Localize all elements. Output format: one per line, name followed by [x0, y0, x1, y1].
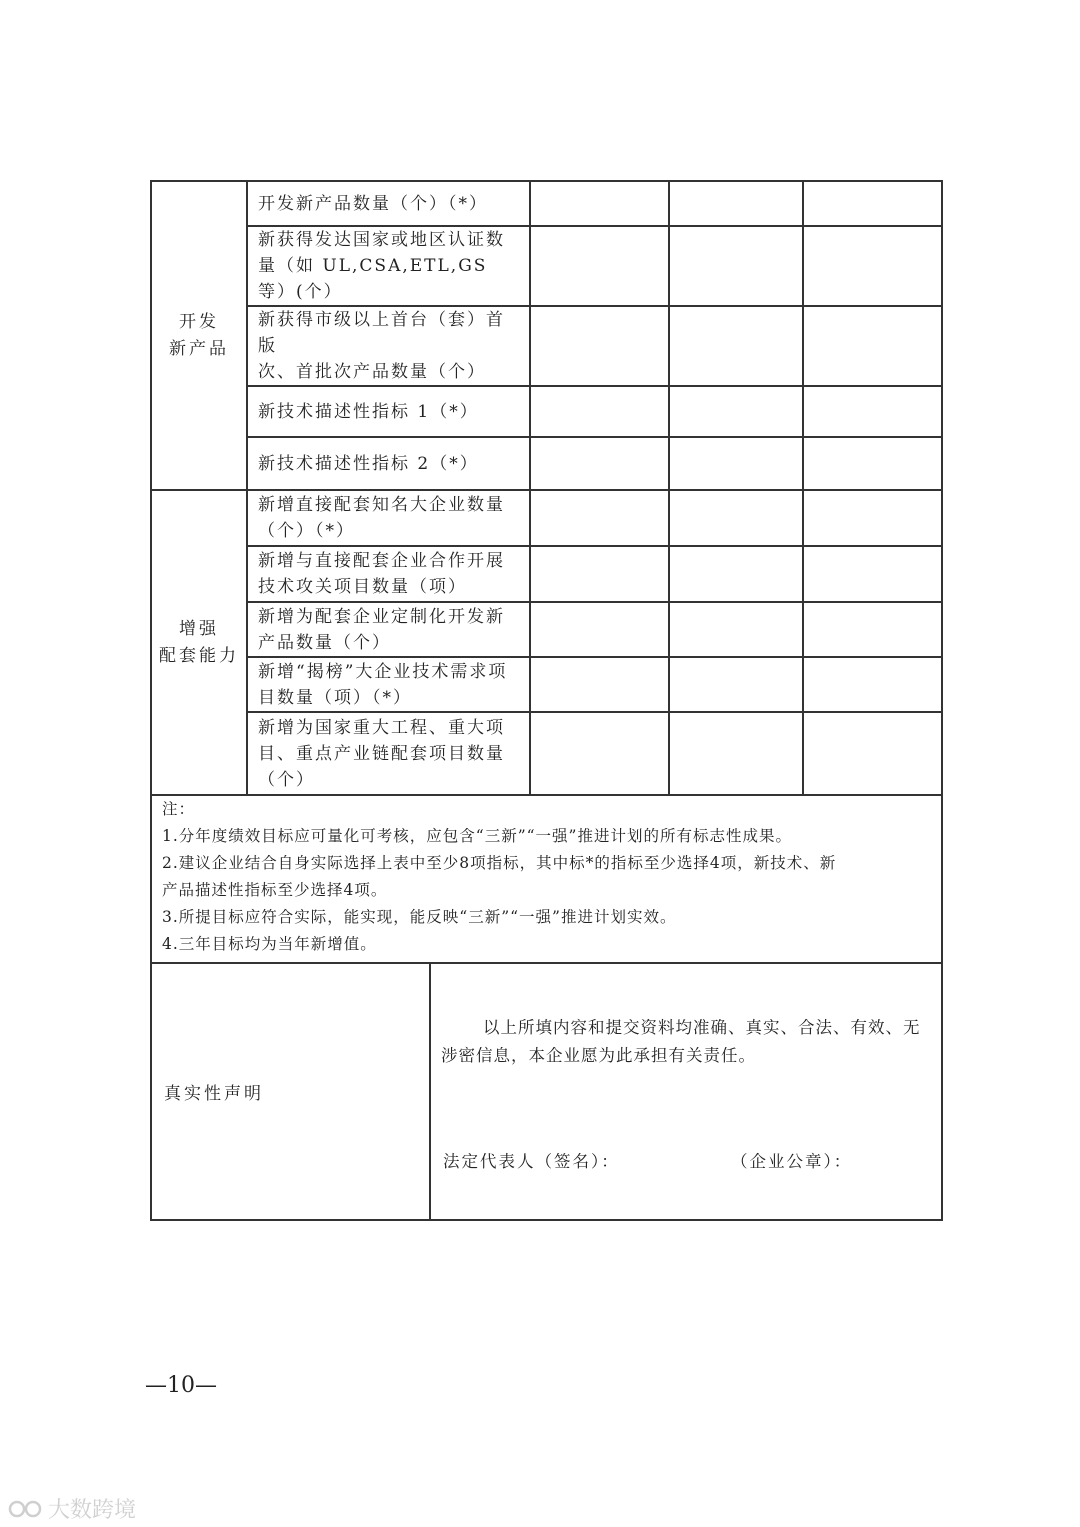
value-cell[interactable]	[669, 712, 803, 795]
value-cell[interactable]	[669, 306, 803, 386]
company-seal: （企业公章）：	[731, 1152, 853, 1171]
value-cell[interactable]	[530, 386, 669, 437]
indicator-cell	[247, 490, 530, 546]
indicator-label-line: 新增直接配套知名大企业数量	[258, 495, 505, 515]
note-line: 产品描述性指标至少选择4项。	[162, 881, 388, 899]
value-cell[interactable]	[669, 386, 803, 437]
indicator-row	[151, 226, 942, 306]
indicator-label-line: 新技术描述性指标 2（*）	[258, 453, 479, 474]
indicator-cell	[247, 437, 530, 490]
note-line: 2.建议企业结合自身实际选择上表中至少8项指标，其中标*的指标至少选择4项，新技术、新	[162, 854, 837, 872]
value-cell[interactable]	[803, 657, 942, 712]
indicator-label-line: 开发新产品数量（个）（*）	[258, 193, 488, 214]
category-cell	[151, 181, 247, 490]
value-cell[interactable]	[669, 602, 803, 657]
value-cell[interactable]	[803, 306, 942, 386]
category-label-line: 新产品	[169, 338, 229, 359]
category-label-line: 配套能力	[159, 645, 239, 666]
value-cell[interactable]	[530, 226, 669, 306]
value-cell[interactable]	[803, 181, 942, 226]
indicator-row	[151, 712, 942, 795]
indicator-label-line: 量（如 UL,CSA,ETL,GS 等）(个）	[258, 256, 488, 302]
notes-row	[151, 795, 942, 963]
indicator-label-line: 新增“揭榜”大企业技术需求项	[258, 661, 508, 682]
indicator-cell	[247, 546, 530, 602]
indicator-cell	[247, 181, 530, 226]
watermark-text: 大数跨境	[48, 1498, 137, 1523]
value-cell[interactable]	[530, 490, 669, 546]
indicator-row	[151, 437, 942, 490]
indicator-row	[151, 657, 942, 712]
value-cell[interactable]	[530, 437, 669, 490]
note-line: 1.分年度绩效目标应可量化可考核，应包含“三新”“一强”推进计划的所有标志性成果。	[162, 827, 792, 845]
value-cell[interactable]	[803, 712, 942, 795]
indicator-cell	[247, 386, 530, 437]
note-line: 3.所提目标应符合实际，能实现，能反映“三新”“一强”推进计划实效。	[162, 908, 677, 926]
value-cell[interactable]	[669, 181, 803, 226]
indicator-table	[150, 180, 943, 1221]
value-cell[interactable]	[803, 226, 942, 306]
category-cell	[151, 490, 247, 795]
indicator-label-line: 新技术描述性指标 1（*）	[258, 401, 479, 422]
value-cell[interactable]	[803, 437, 942, 490]
legal-representative-signature: 法定代表人（签名）：	[443, 1152, 620, 1171]
indicator-label-line: 次、首批次产品数量（个）	[258, 362, 486, 382]
watermark	[8, 1493, 136, 1524]
indicator-cell	[247, 657, 530, 712]
indicator-label-line: （个）	[258, 769, 315, 790]
indicator-cell	[247, 306, 530, 386]
notes-cell	[151, 795, 942, 963]
value-cell[interactable]	[803, 546, 942, 602]
category-label-line: 增强	[179, 618, 219, 639]
value-cell[interactable]	[669, 657, 803, 712]
indicator-row	[151, 602, 942, 657]
value-cell[interactable]	[669, 437, 803, 490]
indicator-label-line: 新增为配套企业定制化开发新	[258, 606, 505, 627]
indicator-label-line: 技术攻关项目数量（项）	[258, 577, 467, 597]
indicator-label-line: 新获得发达国家或地区认证数	[258, 230, 505, 250]
value-cell[interactable]	[803, 490, 942, 546]
indicator-row	[151, 181, 942, 226]
indicator-label-line: 新增与直接配套企业合作开展	[258, 551, 505, 571]
indicator-row	[151, 386, 942, 437]
indicator-label-line: 产品数量（个）	[258, 632, 391, 653]
indicator-label-line: 目、重点产业链配套项目数量	[258, 743, 505, 764]
value-cell[interactable]	[530, 546, 669, 602]
indicator-cell	[247, 226, 530, 306]
declaration-row	[151, 963, 942, 1220]
indicator-cell	[247, 602, 530, 657]
note-line: 4.三年目标均为当年新增值。	[162, 935, 377, 953]
indicator-cell	[247, 712, 530, 795]
indicator-label-line: 新增为国家重大工程、重大项	[258, 717, 505, 738]
notes-title: 注：	[162, 800, 196, 818]
declaration-label: 真实性声明	[151, 963, 430, 1220]
indicator-label-line: 目数量（项）（*）	[258, 687, 412, 708]
value-cell[interactable]	[669, 490, 803, 546]
indicator-label-line: 新获得市级以上首台（套）首版	[258, 310, 505, 356]
indicator-label-line: （个）（*）	[258, 521, 355, 541]
category-label-line: 开发	[179, 311, 219, 332]
declaration-cell	[430, 963, 942, 1220]
value-cell[interactable]	[530, 657, 669, 712]
value-cell[interactable]	[669, 546, 803, 602]
page-number: —10—	[145, 1373, 217, 1398]
value-cell[interactable]	[803, 602, 942, 657]
value-cell[interactable]	[803, 386, 942, 437]
indicator-row	[151, 546, 942, 602]
watermark-logo-icon	[8, 1498, 44, 1520]
value-cell[interactable]	[669, 226, 803, 306]
value-cell[interactable]	[530, 602, 669, 657]
value-cell[interactable]	[530, 712, 669, 795]
indicator-row	[151, 490, 942, 546]
indicator-row	[151, 306, 942, 386]
declaration-text: 以上所填内容和提交资料均准确、真实、合法、有效、无涉密信息，本企业愿为此承担有关责任。	[441, 1018, 921, 1065]
value-cell[interactable]	[530, 181, 669, 226]
value-cell[interactable]	[530, 306, 669, 386]
